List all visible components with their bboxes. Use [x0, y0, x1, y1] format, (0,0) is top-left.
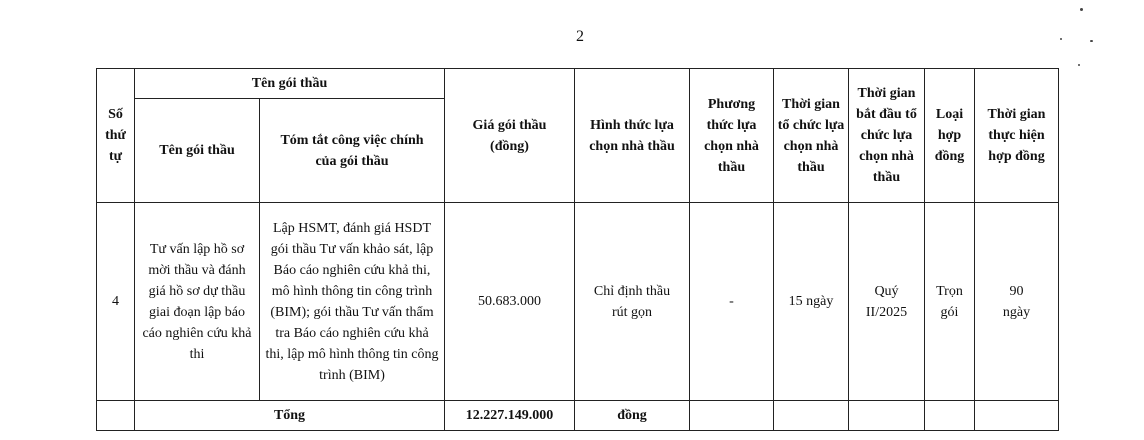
- cell-loai-hop-dong: Trọn gói: [925, 203, 975, 401]
- cell-phuong-thuc: -: [690, 203, 774, 401]
- page-number: 2: [576, 28, 584, 45]
- cell-total-empty: [774, 401, 849, 431]
- cell-total-empty: [690, 401, 774, 431]
- header-phuong-thuc: Phương thức lựa chọn nhà thầu: [690, 69, 774, 203]
- header-tom-tat: Tóm tắt công việc chính của gói thầu: [260, 99, 445, 203]
- scan-speck: [1080, 8, 1083, 11]
- header-loai-hop-dong: Loại hợp đồng: [925, 69, 975, 203]
- bidding-plan-table: [96, 68, 1059, 431]
- total-unit: đồng: [575, 401, 690, 431]
- header-gia-goi-thau: Giá gói thầu (đồng): [445, 69, 575, 203]
- cell-hinh-thuc: Chỉ định thầu rút gọn: [575, 203, 690, 401]
- scan-speck: [1078, 64, 1080, 66]
- header-hinh-thuc: Hình thức lựa chọn nhà thầu: [575, 69, 690, 203]
- header-stt: Số thứ tự: [97, 69, 135, 203]
- cell-thoi-gian-thuc-hien: 90 ngày: [975, 203, 1059, 401]
- table-row: [97, 203, 1059, 401]
- cell-stt: 4: [97, 203, 135, 401]
- cell-total-empty: [849, 401, 925, 431]
- header-row-1: [97, 69, 1059, 99]
- cell-total-empty: [925, 401, 975, 431]
- scan-speck: [1090, 40, 1093, 42]
- header-thoi-gian-thuc-hien: Thời gian thực hiện hợp đồng: [975, 69, 1059, 203]
- total-value: 12.227.149.000: [445, 401, 575, 431]
- total-row: [97, 401, 1059, 431]
- header-group-ten-goi-thau: Tên gói thầu: [135, 69, 445, 99]
- cell-tom-tat: Lập HSMT, đánh giá HSDT gói thầu Tư vấn khảo sát, lập Báo cáo nghiên cứu khả thi, mô hình thông tin công trình (BIM); gói thầu Tư vấn thẩm tra Báo cáo nghiên cứu khả thi, lập mô hình thông tin công trình (BIM): [260, 203, 445, 401]
- header-thoi-gian-bat-dau: Thời gian bắt đầu tổ chức lựa chọn nhà thầu: [849, 69, 925, 203]
- cell-total-empty: [975, 401, 1059, 431]
- cell-total-stt: [97, 401, 135, 431]
- cell-thoi-gian-to-chuc: 15 ngày: [774, 203, 849, 401]
- scan-speck: [1060, 38, 1062, 40]
- header-thoi-gian-to-chuc: Thời gian tổ chức lựa chọn nhà thầu: [774, 69, 849, 203]
- cell-thoi-gian-bat-dau: Quý II/2025: [849, 203, 925, 401]
- cell-ten-goi-thau: Tư vấn lập hồ sơ mời thầu và đánh giá hồ sơ dự thầu giai đoạn lập báo cáo nghiên cứu khả thi: [135, 203, 260, 401]
- total-label: Tổng: [135, 401, 445, 431]
- cell-gia-goi-thau: 50.683.000: [445, 203, 575, 401]
- header-ten-goi-thau: Tên gói thầu: [135, 99, 260, 203]
